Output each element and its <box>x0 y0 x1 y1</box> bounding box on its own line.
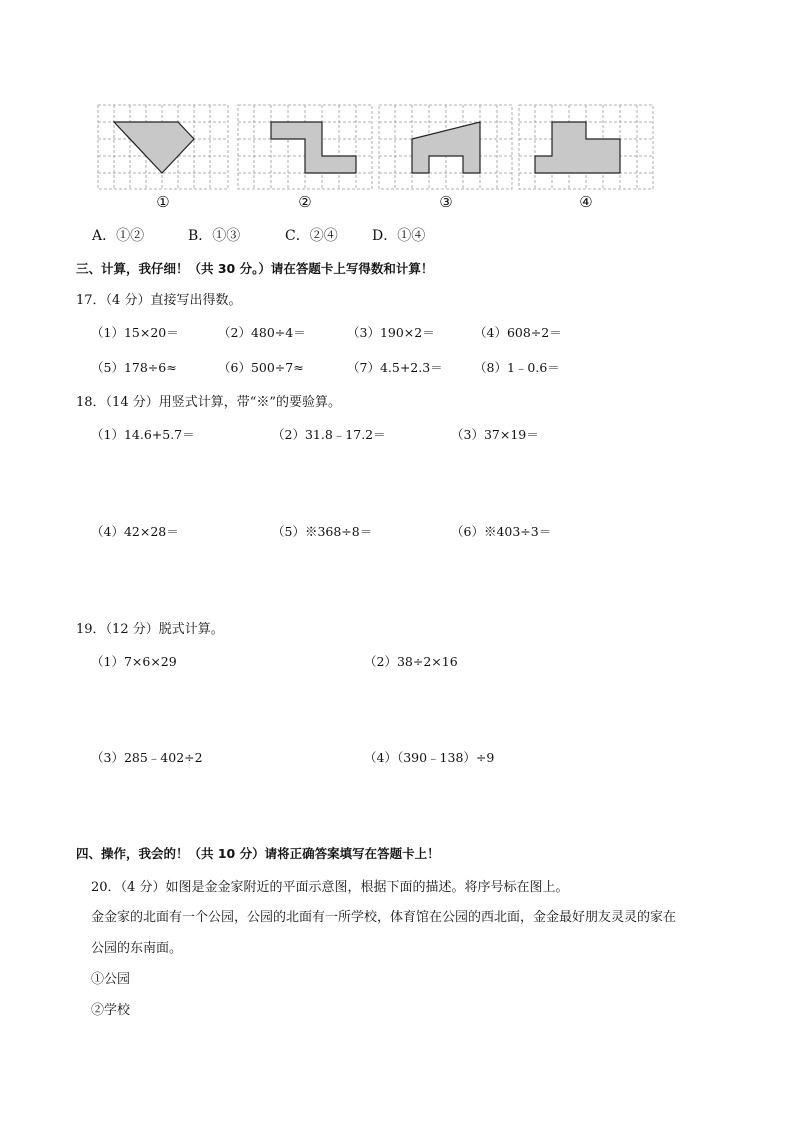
q17-item-5: （5）178÷6≈ <box>91 360 177 375</box>
figure-1-label: ① <box>156 193 170 211</box>
q18-item-2: （2）31.8﹣17.2＝ <box>272 427 386 442</box>
figure-3-label: ③ <box>439 193 453 211</box>
q20-description-line-2: 公园的东南面。 <box>91 941 183 956</box>
section-3-title: 三、计算，我仔细！（共 30 分。）请在答题卡上写得数和计算！ <box>76 261 434 276</box>
q18-item-6: （6）※403÷3＝ <box>451 524 552 539</box>
q18-stem: 18．（14 分）用竖式计算，带“※”的要验算。 <box>76 395 342 410</box>
figure-1-shape <box>114 122 194 173</box>
q17-item-1: （1）15×20＝ <box>91 325 179 340</box>
q17-item-2: （2）480÷4＝ <box>218 325 306 340</box>
option-a: A．①② <box>92 228 145 244</box>
figure-4-grid <box>518 104 654 190</box>
figure-1-grid <box>97 104 229 190</box>
option-b: B．①③ <box>188 228 241 244</box>
q18-item-4: （4）42×28＝ <box>91 524 179 539</box>
q17-stem: 17．（4 分）直接写出得数。 <box>76 293 242 308</box>
q18-item-1: （1）14.6+5.7＝ <box>91 427 195 442</box>
q19-item-1: （1）7×6×29 <box>91 654 177 669</box>
q17-item-4: （4）608÷2＝ <box>474 325 562 340</box>
section-4-title: 四、操作，我会的！（共 10 分）请将正确答案填写在答题卡上！ <box>76 846 440 861</box>
q19-stem: 19．（12 分）脱式计算。 <box>76 622 224 637</box>
figure-2-label: ② <box>298 193 312 211</box>
figure-2-grid <box>237 104 373 190</box>
option-d: D．①④ <box>372 228 426 244</box>
figure-3-grid <box>378 104 513 190</box>
q20-stem: 20．（4 分）如图是金金家附近的平面示意图，根据下面的描述。将序号标在图上。 <box>91 880 569 895</box>
figure-2-shape <box>271 122 356 173</box>
q17-item-8: （8）1﹣0.6＝ <box>474 360 560 375</box>
option-c: C．②④ <box>285 228 338 244</box>
q18-item-3: （3）37×19＝ <box>451 427 539 442</box>
figure-4-shape <box>535 122 620 173</box>
q20-item-park: ①公园 <box>91 972 131 987</box>
q19-item-2: （2）38÷2×16 <box>364 654 458 669</box>
q17-item-3: （3）190×2＝ <box>347 325 435 340</box>
q19-item-3: （3）285﹣402÷2 <box>91 750 203 765</box>
q19-item-4: （4）（390﹣138）÷9 <box>364 750 495 765</box>
q20-description-line-1: 金金家的北面有一个公园，公园的北面有一所学校，体育馆在公园的西北面，金金最好朋友灵灵的家在 <box>91 910 677 925</box>
figure-4-label: ④ <box>579 193 593 211</box>
q17-item-7: （7）4.5+2.3＝ <box>347 360 443 375</box>
q17-item-6: （6）500÷7≈ <box>218 360 304 375</box>
q18-item-5: （5）※368÷8＝ <box>272 524 373 539</box>
q20-item-school: ②学校 <box>91 1003 131 1018</box>
